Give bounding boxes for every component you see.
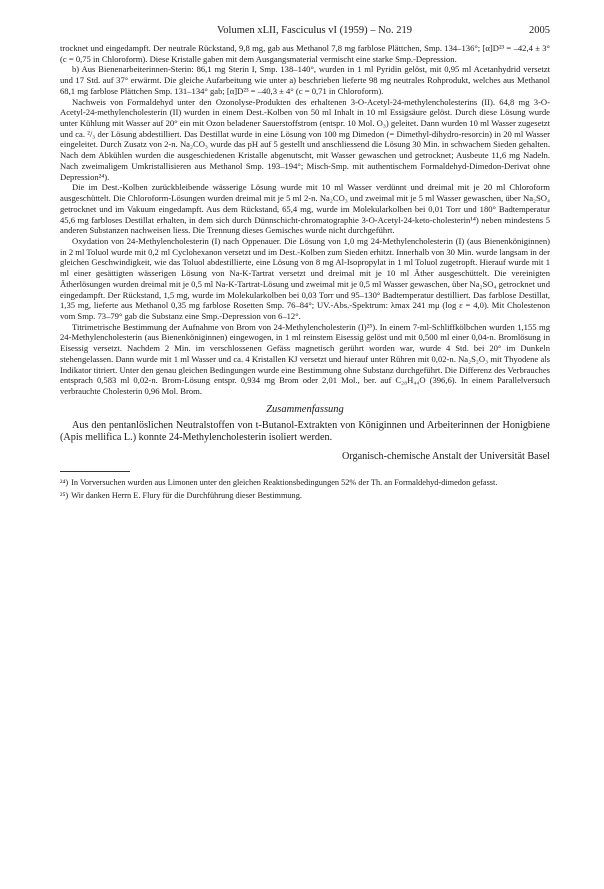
experimental-section	[60, 43, 550, 397]
summary-heading: Zusammenfassung	[266, 403, 344, 415]
paragraph-oppenauer-oxidation: Oxydation von 24-Methylencholesterin (I) nach Oppenauer. Die Lösung von 1,0 mg 24-Methylencholesterin (I) (aus Bienenköniginnen) in 2 ml Toluol wurde mit 0,2 ml Cyclohexanon versetzt und im Dest.-Kolben zum Sieden erhitzt. Innerhalb von 30 Min. wurde langsam in der gleichen Geschwindigkeit, wie das Toluol abdestillierte, eine Lösung von 8 mg Al-Isopropylat in 1 ml Toluol zugetropft. Hierauf wurde mit 1 ml einer gesättigten wässerigen Lösung von Na-K-Tartrat versetzt und dreimal mit je 10 ml Äther ausgeschüttelt. Die vereinigten Ätherlösungen wurden dreimal mit je 0,5 ml Na-K-Tartrat-Lösung und zweimal mit je 0,5 ml Wasser gewaschen, über Na₂SO₄ getrocknet und eingedampft. Der Rückstand, 1,5 mg, wurde im Molekularkolben bei 0,03 Torr und 95–130° Badtemperatur destilliert. Das farblose Destillat, 1,35 mg, lieferte aus Methanol 0,35 mg farblose Rosetten Smp. 76–84°; UV.-Abs.-Spektrum: λmax 241 mμ (log ε = 4,0). Mit Cholestenon vom Smp. 73–79° gab die Substanz eine Smp.-Depression von 6–12°.	[60, 235, 550, 321]
affiliation: Organisch-chemische Anstalt der Universität Basel	[341, 450, 550, 462]
page-number: 2005	[529, 25, 550, 36]
paragraph-formaldehyde-detection: Nachweis von Formaldehyd unter den Ozonolyse-Produkten des erhaltenen 3-O-Acetyl-24-methylencholesterins (II). 64,8 mg 3-O-Acetyl-24-methylencholesterin (II) wurden in einem Dest.-Kolben von 50 ml Inhalt in 10 ml Essigsäure gelöst. Durch diese Lösung wurde unter Kühlung mit Wasser auf 20° ein mit Ozon beladener Sauerstoffstrom (entspr. 10 Mol. O₃) geleitet. Dann wurden 10 ml Wasser zugesetzt und ca. ²/₃ der Lösung abdestilliert. Das Destillat wurde in eine Lösung von 100 mg Dimedon (= Dimethyl-dihydro-resorcin) in 20 ml Wasser eingeleitet. Durch Zusatz von 2-n. Na₂CO₃ wurde das pH auf 5 gestellt und anschliessend die Lösung 30 Min. in schwachem Sieden gehalten. Nach dem Abkühlen wurden die ausgeschiedenen Kristalle abgenutscht, mit Wasser gewaschen und getrocknet; Ausbeute 11,6 mg Nadeln. Nach zweimaligem Umkristallisieren aus Methanol Smp. 193–194°; Misch-Smp. mit authentischem Formaldehyd-Dimedon-Derivat ohne Depression²⁴).	[60, 96, 550, 182]
paragraph-continuation: trocknet und eingedampft. Der neutrale Rückstand, 9,8 mg, gab aus Methanol 7,8 mg farblose Plättchen, Smp. 134–136°; [α]D²³ = –42,4 ± 3° (c = 0,75 in Chloroform). Diese Kristalle gaben mit dem Ausgangsmaterial vermischt eine starke Smp.-Depression.	[60, 43, 550, 64]
footnote-text: Wir danken Herrn E. Flury für die Durchführung dieser Bestimmung.	[71, 490, 302, 500]
paragraph-residue-workup: Die im Dest.-Kolben zurückbleibende wässerige Lösung wurde mit 10 ml Wasser verdünnt und dreimal mit je 20 ml Chloroform ausgeschüttelt. Die Chloroform-Lösungen wurden dreimal mit je 5 ml 2-n. Na₂CO₃ und zweimal mit je 5 ml Wasser gewaschen, über Na₂SO₄ getrocknet und im Vakuum eingedampft. Aus dem Rückstand, 65,4 mg, wurde im Molekularkolben bei 0,01 Torr und 180° Badtemperatur 45,6 mg farbloses Destillat erhalten, in dem sich durch Dünnschicht-chromatographie 3-O-Acetyl-24-keto-cholesterin¹⁴) neben mindestens 5 anderen Substanzen nachweisen liess. Die Trennung dieses Gemisches wurde nicht durchgeführt.	[60, 182, 550, 236]
footnote-text: In Vorversuchen wurden aus Limonen unter den gleichen Reaktionsbedingungen 52% der Th. an Formaldehyd-dimedon gefasst.	[71, 477, 498, 487]
paragraph-worker-sterol: b) Aus Bienenarbeiterinnen-Sterin: 86,1 mg Sterin I, Smp. 138–140°, wurden in 1 ml Pyridin gelöst, mit 0,95 ml Acetanhydrid versetzt und 17 Std. auf 37° erwärmt. Die gleiche Aufarbeitung wie unter a) beschrieben lieferte 98 mg neutrales Rohprodukt, welches aus Methanol 68,1 mg farblose Plättchen Smp. 131–134° gab; [α]D²³ = –40,3 ± 4° (c = 0,71 in Chloroform).	[60, 64, 550, 96]
footnote-25	[60, 491, 550, 502]
footnote-number: ²⁴)	[60, 477, 69, 487]
journal-volume-title: Volumen xLII, Fasciculus vI (1959) – No. 219	[217, 25, 412, 36]
footnote-number: ²⁵)	[60, 490, 69, 500]
summary-text: Aus den pentanlöslichen Neutralstoffen von t-Butanol-Extrakten von Königinnen und Arbeiterinnen der Honigbiene (Apis mellifica L.) konnte 24-Methylencholesterin isoliert werden.	[60, 419, 550, 444]
running-header	[60, 24, 550, 38]
footnote-divider	[60, 471, 130, 472]
paragraph-bromine-titration: Titrimetrische Bestimmung der Aufnahme von Brom von 24-Methylencholesterin (I)²⁵). In einem 7-ml-Schliffkölbchen wurden 1,155 mg 24-Methylencholesterin (aus Bienenköniginnen) eingewogen, in 1 ml reinstem Eisessig gelöst und mit 0,500 ml einer 0,04-n. Bromlösung in Eisessig versetzt. Nachdem 2 Min. im verschlossenen Gefäss magnetisch gerührt worden war, wurde 4 Std. bei 20° im Dunkeln stehengelassen. Dann wurde mit 1 ml Wasser und ca. 4 Kristallen KJ versetzt und hierauf unter Rühren mit 0,02-n. Na₂S₂O₃ mit Thyodene als Indikator titriert. Unter den genau gleichen Bedingungen wurde eine Bestimmung ohne Substanz durchgeführt. Die Differenz des Verbrauches entsprach 0,583 ml 0,02-n. Brom-Lösung entspr. 0,934 mg Brom oder 2,01 Mol., ber. auf C₂₈H₄₄O (396,6). In einem Parallelversuch verbrauchte Cholesterin 0,96 Mol. Brom.	[60, 321, 550, 396]
journal-page	[60, 24, 550, 503]
footnote-24	[60, 478, 550, 489]
